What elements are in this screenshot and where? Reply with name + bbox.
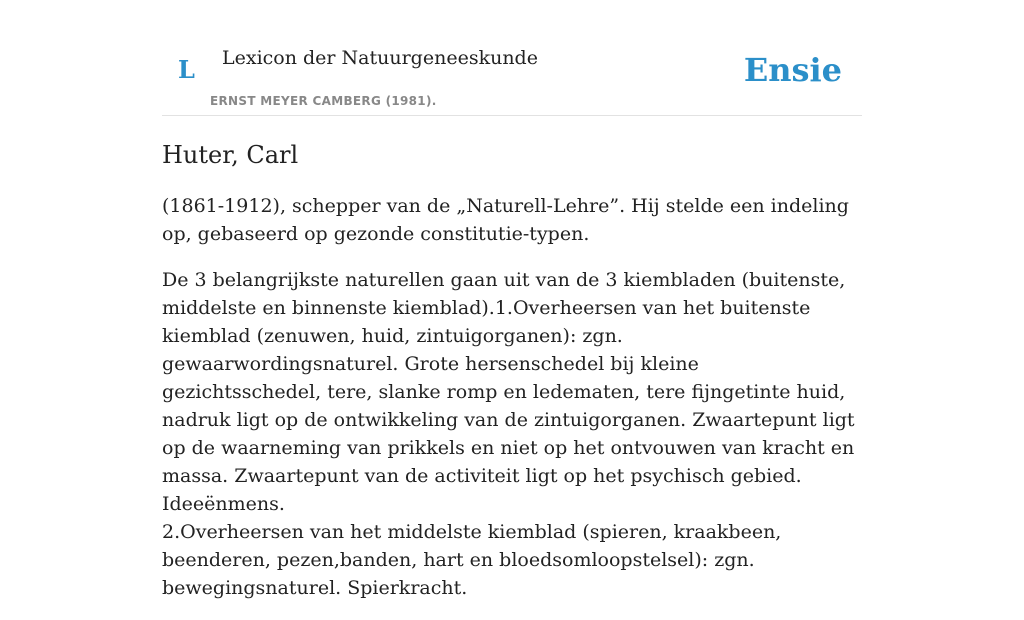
- book-header: [162, 0, 862, 116]
- entry-title: Huter, Carl: [162, 141, 299, 169]
- entry-paragraph: De 3 belangrijkste naturellen gaan uit van de 3 kiembladen (buitenste, middelste en binnenste kiemblad).1.Overheersen van het buitenste kiemblad (zenuwen, huid, zintuigorganen): zgn. gewaarwordingsnaturel. Grote hersenschedel bij kleine gezichtsschedel, tere, slanke romp en ledematen, tere fijngetinte huid, nadruk ligt op de ontwikkeling van de zintuigorganen. Zwaartepunt ligt op de waarneming van prikkels en niet op het ontvouwen van kracht en massa. Zwaartepunt van de activiteit ligt op het psychisch gebied. Ideeënmens.: [162, 269, 855, 515]
- entry-body: [162, 192, 862, 602]
- entry-paragraph: 2.Overheersen van het middelste kiemblad (spieren, kraakbeen, beenderen, pezen,banden, hart en bloedsomloopstelsel): zgn. bewegingsnaturel. Spierkracht.: [162, 521, 782, 599]
- book-logo-letter[interactable]: L: [178, 55, 195, 84]
- entry-paragraph: (1861-1912), schepper van de „Naturell-Lehre”. Hij stelde een indeling op, gebaseerd op gezonde constitutie-typen.: [162, 195, 849, 245]
- book-author: ERNST MEYER CAMBERG (1981).: [210, 94, 437, 108]
- ensie-logo-link[interactable]: Ensie: [743, 51, 842, 89]
- book-title[interactable]: Lexicon der Natuurgeneeskunde: [222, 47, 538, 69]
- page-container: [162, 0, 862, 620]
